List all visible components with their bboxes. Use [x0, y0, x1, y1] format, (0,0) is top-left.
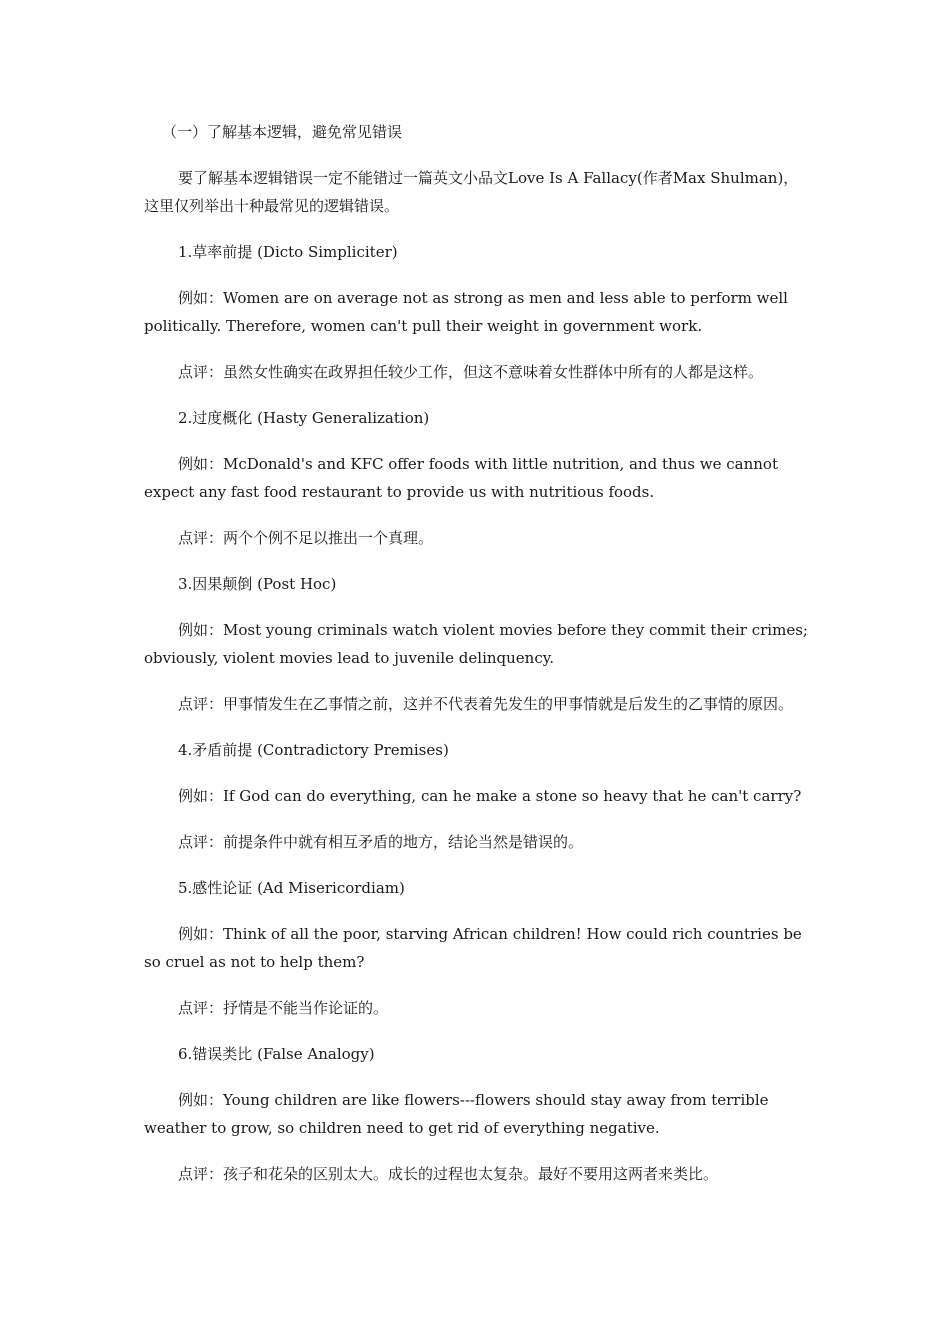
fallacy-item-3 — [144, 570, 808, 718]
fallacy-heading: 4.矛盾前提 (Contradictory Premises) — [178, 741, 449, 759]
fallacy-heading: 6.错误类比 (False Analogy) — [178, 1045, 375, 1063]
fallacy-heading: 5.感性论证 (Ad Misericordiam) — [178, 879, 405, 897]
fallacy-item-6 — [144, 1040, 808, 1188]
fallacy-example: 例如：If God can do everything, can he make a stone so heavy that he can't carry? — [178, 787, 802, 805]
section-title: （一）了解基本逻辑，避免常见错误 — [162, 123, 403, 141]
fallacy-item-2 — [144, 404, 808, 552]
fallacy-item-4 — [144, 736, 808, 856]
fallacy-comment: 点评：甲事情发生在乙事情之前，这并不代表着先发生的甲事情就是后发生的乙事情的原因。 — [178, 695, 794, 713]
fallacy-comment: 点评：孩子和花朵的区别太大。成长的过程也太复杂。最好不要用这两者来类比。 — [178, 1165, 719, 1183]
fallacy-heading: 2.过度概化 (Hasty Generalization) — [178, 409, 430, 427]
fallacy-example: 例如：Think of all the poor, starving African children! How could rich countries be so cruel as not to help them? — [144, 925, 802, 971]
fallacy-example: 例如：Most young criminals watch violent movies before they commit their crimes; obviously, violent movies lead to juvenile delinquency. — [144, 621, 808, 667]
fallacy-item-5 — [144, 874, 808, 1022]
document-page — [144, 118, 808, 1188]
fallacy-comment: 点评：前提条件中就有相互矛盾的地方，结论当然是错误的。 — [178, 833, 584, 851]
fallacy-comment: 点评：两个个例不足以推出一个真理。 — [178, 529, 434, 547]
fallacy-comment: 点评：抒情是不能当作论证的。 — [178, 999, 389, 1017]
fallacy-item-1 — [144, 238, 808, 386]
fallacy-comment: 点评：虽然女性确实在政界担任较少工作，但这不意味着女性群体中所有的人都是这样。 — [178, 363, 764, 381]
fallacy-example: 例如：Women are on average not as strong as men and less able to perform well politically. Therefore, women can't pull their weight in government work. — [144, 289, 788, 335]
fallacy-example: 例如：McDonald's and KFC offer foods with little nutrition, and thus we cannot expect any fast food restaurant to provide us with nutritious foods. — [144, 455, 778, 501]
intro-paragraph: 要了解基本逻辑错误一定不能错过一篇英文小品文Love Is A Fallacy(作者Max Shulman)，这里仅列举出十种最常见的逻辑错误。 — [144, 169, 799, 215]
fallacy-heading: 3.因果颠倒 (Post Hoc) — [178, 575, 337, 593]
fallacy-example: 例如：Young children are like flowers---flowers should stay away from terrible weather to grow, so children need to get rid of everything negative. — [144, 1091, 769, 1137]
fallacy-heading: 1.草率前提 (Dicto Simpliciter) — [178, 243, 398, 261]
